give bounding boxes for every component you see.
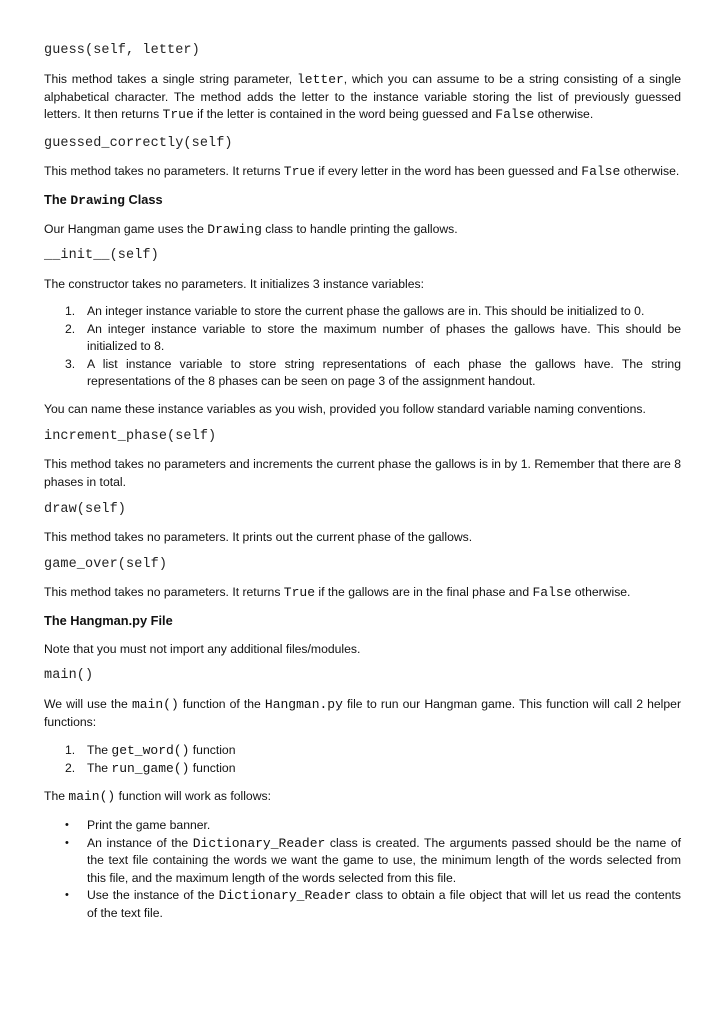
naming-conventions-note: You can name these instance variables as you wish, provided you follow standard variable naming conventions. [44,402,646,416]
method-description-increment-phase: This method takes no parameters and increments the current phase the gallows is in by 1. Remember that there are 8 phases in total. [44,457,681,489]
list-item: • Use the instance of the Dictionary_Reader class to obtain a file object that will let us read the contents of the text file. [65,888,681,920]
list-item: 1. An integer instance variable to store the current phase the gallows are in. This should be initialized to 0. [65,304,645,318]
drawing-class-intro: Our Hangman game uses the Drawing class to handle printing the gallows. [44,222,458,237]
instance-variable-list [44,303,681,391]
section-heading-hangman-file: The Hangman.py File [44,613,173,628]
method-signature-guessed-correctly: guessed_correctly(self) [44,136,233,151]
hangman-import-note: Note that you must not import any additional files/modules. [44,642,361,656]
list-item: • Print the game banner. [65,818,211,832]
main-works-intro: The main() function will work as follows: [44,789,271,804]
method-description-draw: This method takes no parameters. It prints out the current phase of the gallows. [44,530,473,544]
method-signature-guess: guess(self, letter) [44,43,200,58]
list-item: 2. The run_game() function [65,760,236,776]
helper-function-list [44,742,681,777]
method-signature-main: main() [44,668,94,683]
list-item: 1. The get_word() function [65,743,236,758]
main-steps-list [44,817,681,923]
method-description-init: The constructor takes no parameters. It initializes 3 instance variables: [44,277,425,291]
method-signature-game-over: game_over(self) [44,557,168,572]
list-item: • An instance of the Dictionary_Reader class is created. The arguments passed should be the name of the text file containing the words we want the game to use, the minimum length of the words selected from this file, and the maximum length of the words selected from this file. [65,835,682,885]
method-description-guessed-correctly: This method takes no parameters. It returns True if every letter in the word has been guessed and False otherwise. [44,164,680,179]
list-item: 3. A list instance variable to store string representations of each phase the gallows have. The string representations of the 8 phases can be seen on page 3 of the assignment handout. [65,356,681,389]
method-description-main: We will use the main() function of the Hangman.py file to run our Hangman game. This function will call 2 helper functions: [44,697,681,729]
section-heading-drawing-class: The Drawing Class [44,192,163,208]
method-description-game-over: This method takes no parameters. It returns True if the gallows are in the final phase and False otherwise. [44,585,631,600]
method-signature-draw: draw(self) [44,502,127,517]
method-signature-increment-phase: increment_phase(self) [44,429,217,444]
method-description-guess: This method takes a single string parameter, letter, which you can assume to be a string consisting of a single alphabetical character. The method adds the letter to the instance variable storing the list of previously guessed letters. It then returns True if the letter is contained in the word being guessed and False otherwise. [44,72,681,123]
list-item: 2. An integer instance variable to store the maximum number of phases the gallows have. This should be initialized to 8. [65,321,681,354]
method-signature-init: __init__(self) [44,248,159,263]
